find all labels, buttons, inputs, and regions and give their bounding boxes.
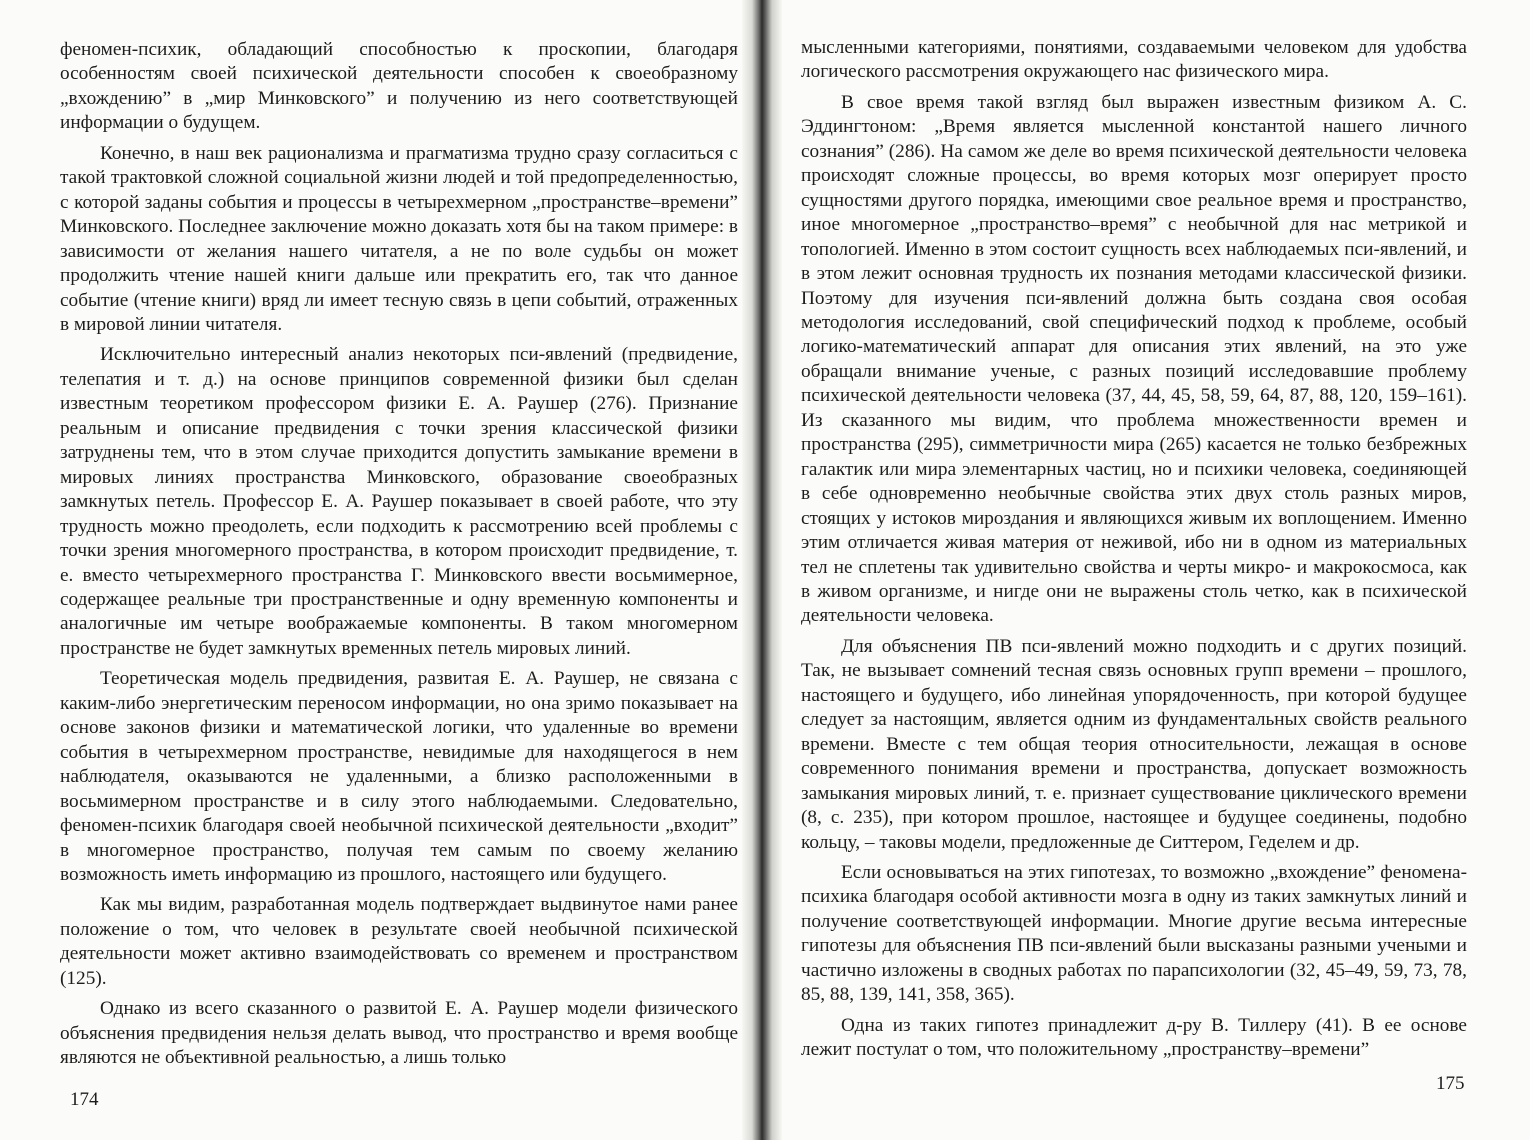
right-paragraph-4: Если основываться на этих гипотезах, то возможно „вхождение” феномена-психика благодаря особой активности мозга в одну из таких замкнутых линий и получение соответствующей информации. Многие другие весьма интересные гипотезы для объяснения ПВ пси-явлений были высказаны разными учеными и частично изложены в сводных работах по парапсихологии (32, 45–49, 59, 73, 78, 85, 88, 139, 141, 358, 365). bbox=[801, 861, 1467, 1006]
left-page-number: 174 bbox=[70, 1089, 99, 1110]
left-paragraph-5: Как мы видим, разработанная модель подтверждает выдвинутое нами ранее положение о том, что человек в результате своей необычной психической деятельности может активно взаимодействовать со временем и пространством (125). bbox=[60, 894, 738, 989]
right-paragraph-1: мысленными категориями, понятиями, создаваемыми человеком для удобства логического рассмотрения окружающего нас физического мира. bbox=[801, 37, 1467, 83]
right-paragraph-2: В свое время такой взгляд был выражен известным физиком А. С. Эддингтоном: „Время является мысленной константой нашего личного сознания” (286). На самом же деле во время психической деятельности человека происходят сложные процессы, во время которых мозг оперирует просто сущностями другого порядка, имеющими свое реальное время и пространство, иное многомерное „пространство–время” с необычной для нас метрикой и топологией. Именно в этом состоит сущность всех наблюдаемых пси-явлений, и в этом лежит основная трудность их познания методами классической физики. Поэтому для изучения пси-явлений должна быть создана своя особая методология исследований, свой специфический подход к проблеме, особый логико-математический аппарат для описания этих явлений, на это уже обращали внимание ученые, с разных позиций исследовавшие проблему психической деятельности человека (37, 44, 45, 58, 59, 64, 87, 88, 120, 159–161). Из сказанного мы видим, что проблема множественности времен и пространства (295), симметричности мира (265) касается не только безбрежных галактик или мира элементарных частиц, но и психики человека, соединяющей в себе одновременно необычные свойства этих двух столь разных миров, стоящих у истоков мироздания и являющихся живым их воплощением. Именно этим отличается живая материя от неживой, ибо ни в одном из материальных тел не сплетены так удивительно свойства и черты микро- и макрокосмоса, как в живом организме, и нигде они не выражены столь четко, как в психической деятельности человека. bbox=[801, 91, 1467, 627]
right-paragraph-5: Одна из таких гипотез принадлежит д-ру В. Тиллеру (41). В ее основе лежит постулат о том, что положительному „пространству–времени” bbox=[801, 1014, 1467, 1061]
right-page-body bbox=[801, 36, 1467, 1069]
left-page-body bbox=[60, 38, 738, 1077]
left-paragraph-2: Конечно, в наш век рационализма и прагматизма трудно сразу согласиться с такой трактовкой сложной социальной жизни людей и той предопределенностью, с которой заданы события и процессы в четырехмерном „пространстве–времени” Минковского. Последнее заключение можно доказать хотя бы на таком примере: в зависимости от желания нашего читателя, а не по воле судьбы он может продолжить чтение нашей книги дальше или прекратить его, так что данное событие (чтение книги) вряд ли имеет тесную связь в цепи событий, отраженных в мировой линии читателя. bbox=[60, 142, 738, 335]
left-paragraph-1: феномен-психик, обладающий способностью к проскопии, благодаря особенностям своей психической деятельности способен к своеобразному „вхождению” в „мир Минковского” и получению из него соответствующей информации о будущем. bbox=[60, 39, 738, 134]
left-paragraph-4: Теоретическая модель предвидения, развитая Е. А. Раушер, не связана с каким-либо энергетическим переносом информации, но она зримо показывает на основе законов физики и математической логики, что удаленные во времени события в четырехмерном пространстве, невидимые для находящегося в нем наблюдателя, оказываются не удаленными, а близко расположенными в восьмимерном пространстве и в силу этого наблюдаемыми. Следовательно, феномен-психик благодаря своей необычной психической деятельности „входит” в многомерное пространство, получая тем самым по своему желанию возможность иметь информацию из прошлого, настоящего или будущего. bbox=[60, 668, 738, 885]
left-paragraph-6: Однако из всего сказанного о развитой Е. А. Раушер модели физического объяснения предвидения нельзя делать вывод, что пространство и время вообще являются не объективной реальностью, а лишь только bbox=[60, 998, 738, 1069]
left-paragraph-3: Исключительно интересный анализ некоторых пси-явлений (предвидение, телепатия и т. д.) на основе принципов современной физики был сделан известным теоретиком профессором физики Е. А. Раушер (276). Признание реальным и описание предвидения с точки зрения классической физики затруднены тем, что в этом случае приходится допустить замыкание времени в мировых линиях пространства Минковского, образование своеобразных замкнутых петель. Профессор Е. А. Раушер показывает в своей работе, что эту трудность можно преодолеть, если подходить к рассмотрению всей проблемы с точки зрения многомерного пространства, в котором происходит предвидение, т. е. вместо четырехмерного пространства Г. Минковского ввести восьмимерное, содержащее реальные три пространственные и одну временную компоненты и аналогичные им четыре воображаемые компоненты. В таком многомерном пространстве не будет замкнутых временных петель мировых линий. bbox=[60, 344, 738, 659]
book-gutter bbox=[742, 0, 782, 1140]
right-page-number: 175 bbox=[1436, 1073, 1465, 1094]
right-paragraph-3: Для объяснения ПВ пси-явлений можно подходить и с других позиций. Так, не вызывает сомнений тесная связь основных групп времени – прошлого, настоящего и будущего, ибо линейная упорядоченность, при которой будущее следует за настоящим, является одним из фундаментальных свойств реального времени. Вместе с тем общая теория относительности, лежащая в основе современного понимания времени и пространства, допускает возможность замыкания мировых линий, т. е. признает существование циклического времени (8, с. 235), при котором прошлое, настоящее и будущее соединены, подобно кольцу, – таковы модели, предложенные де Ситтером, Геделем и др. bbox=[801, 635, 1467, 853]
